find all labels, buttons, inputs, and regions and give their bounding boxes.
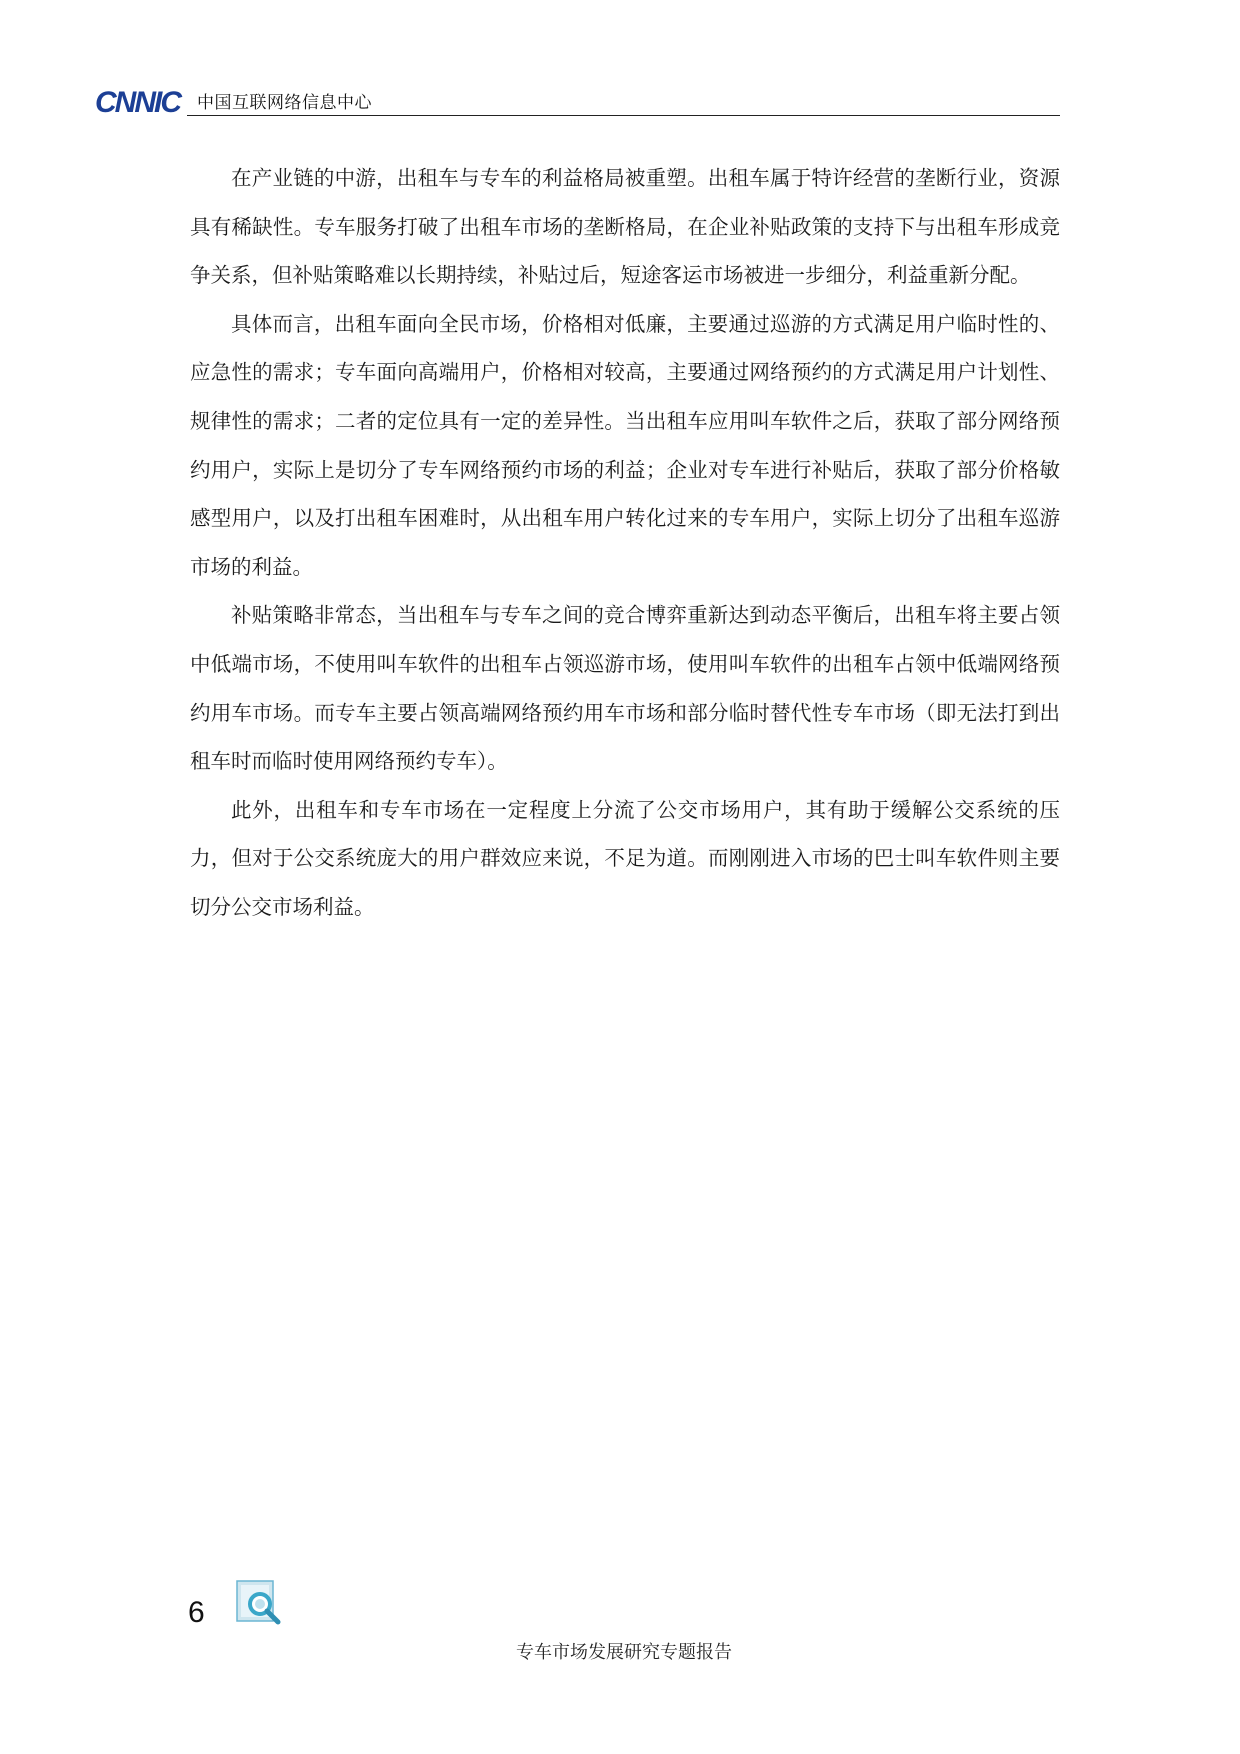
main-content bbox=[190, 154, 1060, 932]
header-divider bbox=[187, 115, 1060, 116]
svg-text:CNNIC: CNNIC bbox=[95, 88, 180, 116]
paragraph: 在产业链的中游，出租车与专车的利益格局被重塑。出租车属于特许经营的垄断行业，资源具有稀缺性。专车服务打破了出租车市场的垄断格局，在企业补贴政策的支持下与出租车形成竞争关系，但补贴策略难以长期持续，补贴过后，短途客运市场被进一步细分，利益重新分配。 bbox=[190, 166, 1060, 288]
page-number: 6 bbox=[188, 1596, 205, 1629]
paragraph: 补贴策略非常态，当出租车与专车之间的竞合博弈重新达到动态平衡后，出租车将主要占领中低端市场，不使用叫车软件的出租车占领巡游市场，使用叫车软件的出租车占领中低端网络预约用车市场。而专车主要占领高端网络预约用车市场和部分临时替代性专车市场（即无法打到出租车时而临时使用网络预约专车）。 bbox=[190, 603, 1060, 774]
magnifier-report-icon bbox=[236, 1580, 282, 1626]
report-title: 专车市场发展研究专题报告 bbox=[516, 1642, 732, 1663]
paragraph: 此外，出租车和专车市场在一定程度上分流了公交市场用户，其有助于缓解公交系统的压力，但对于公交系统庞大的用户群效应来说，不足为道。而刚刚进入市场的巴士叫车软件则主要切分公交市场利益。 bbox=[190, 797, 1060, 919]
header-title: 中国互联网络信息中心 bbox=[197, 93, 372, 113]
cnnic-logo bbox=[95, 88, 187, 116]
page-header bbox=[95, 84, 1060, 116]
paragraph: 具体而言，出租车面向全民市场，价格相对低廉，主要通过巡游的方式满足用户临时性的、应急性的需求；专车面向高端用户，价格相对较高，主要通过网络预约的方式满足用户计划性、规律性的需求；二者的定位具有一定的差异性。当出租车应用叫车软件之后，获取了部分网络预约用户，实际上是切分了专车网络预约市场的利益；企业对专车进行补贴后，获取了部分价格敏感型用户，以及打出租车困难时，从出租车用户转化过来的专车用户，实际上切分了出租车巡游市场的利益。 bbox=[190, 311, 1060, 579]
page-footer bbox=[0, 1570, 1240, 1754]
